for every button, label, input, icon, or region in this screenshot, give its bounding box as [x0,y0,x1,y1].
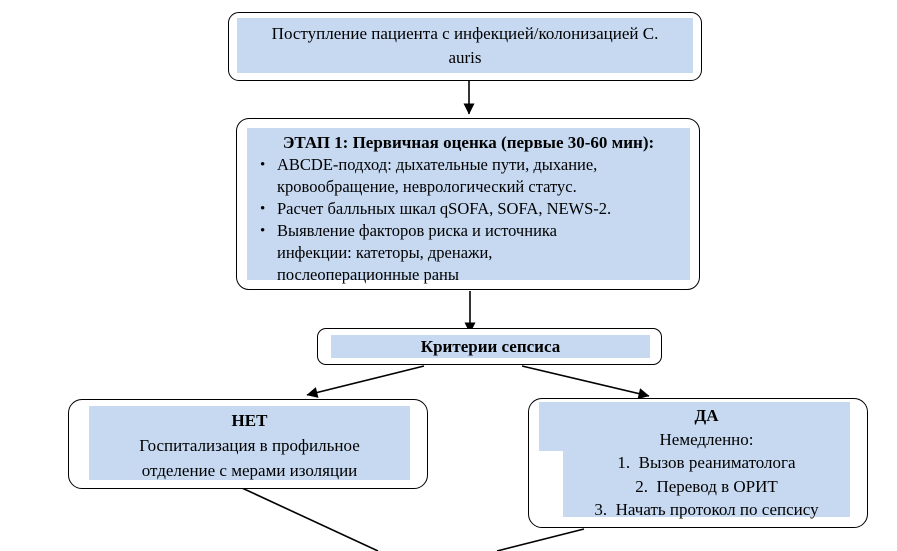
no-branch-title: НЕТ [231,411,268,430]
stage1-bullet-risk-factors [247,220,690,286]
line-yes-converge [497,529,584,551]
sepsis-criteria-node [317,328,662,365]
admission-node-text: Поступление пациента с инфекцией/колонизацией C. auris [271,23,659,67]
stage1-bullet-scores [247,198,690,220]
yes-branch-step-3: 3. Начать протокол по сепсису [594,500,819,519]
admission-node [228,12,702,81]
stage1-bullet-abcde-text: ABCDE-подход: дыхательные пути, дыхание, кровообращение, неврологический статус. [277,155,598,196]
stage1-bullet-risk-factors-text: Выявление факторов риска и источника инфекции: катеторы, дренажи, послеоперационные раны [277,221,557,284]
stage1-node [236,118,700,290]
yes-branch-content [563,402,850,522]
no-branch-body: Госпитализация в профильное отделение с мерами изоляции [139,436,360,480]
bullet-icon: • [260,201,266,217]
yes-branch-step-2: 2. Перевод в ОРИТ [635,476,778,496]
yes-branch-fill-notch [539,402,563,451]
yes-branch-step-1: 1. Вызов реаниматолога [617,453,796,472]
no-branch-node [68,399,428,489]
sepsis-criteria-fill [331,335,650,358]
yes-branch-subtitle: Немедленно: [659,429,754,449]
no-branch-fill [89,406,410,480]
yes-branch-node [528,398,868,528]
arrow-criteria-to-no [307,366,424,395]
stage1-bullet-abcde [247,154,690,198]
stage1-bullet-scores-text: Расчет балльных шкал qSOFA, SOFA, NEWS-2. [277,199,612,218]
admission-node-fill [237,18,693,73]
line-no-converge [242,488,378,551]
arrow-criteria-to-yes [522,366,649,396]
sepsis-criteria-text: Критерии сепсиса [420,336,561,356]
bullet-icon: • [260,157,266,173]
stage1-title: ЭТАП 1: Первичная оценка (первые 30-60 мин): [282,133,655,152]
yes-branch-title: ДА [694,406,719,425]
stage1-node-fill [247,128,690,284]
bullet-icon: • [260,223,266,239]
